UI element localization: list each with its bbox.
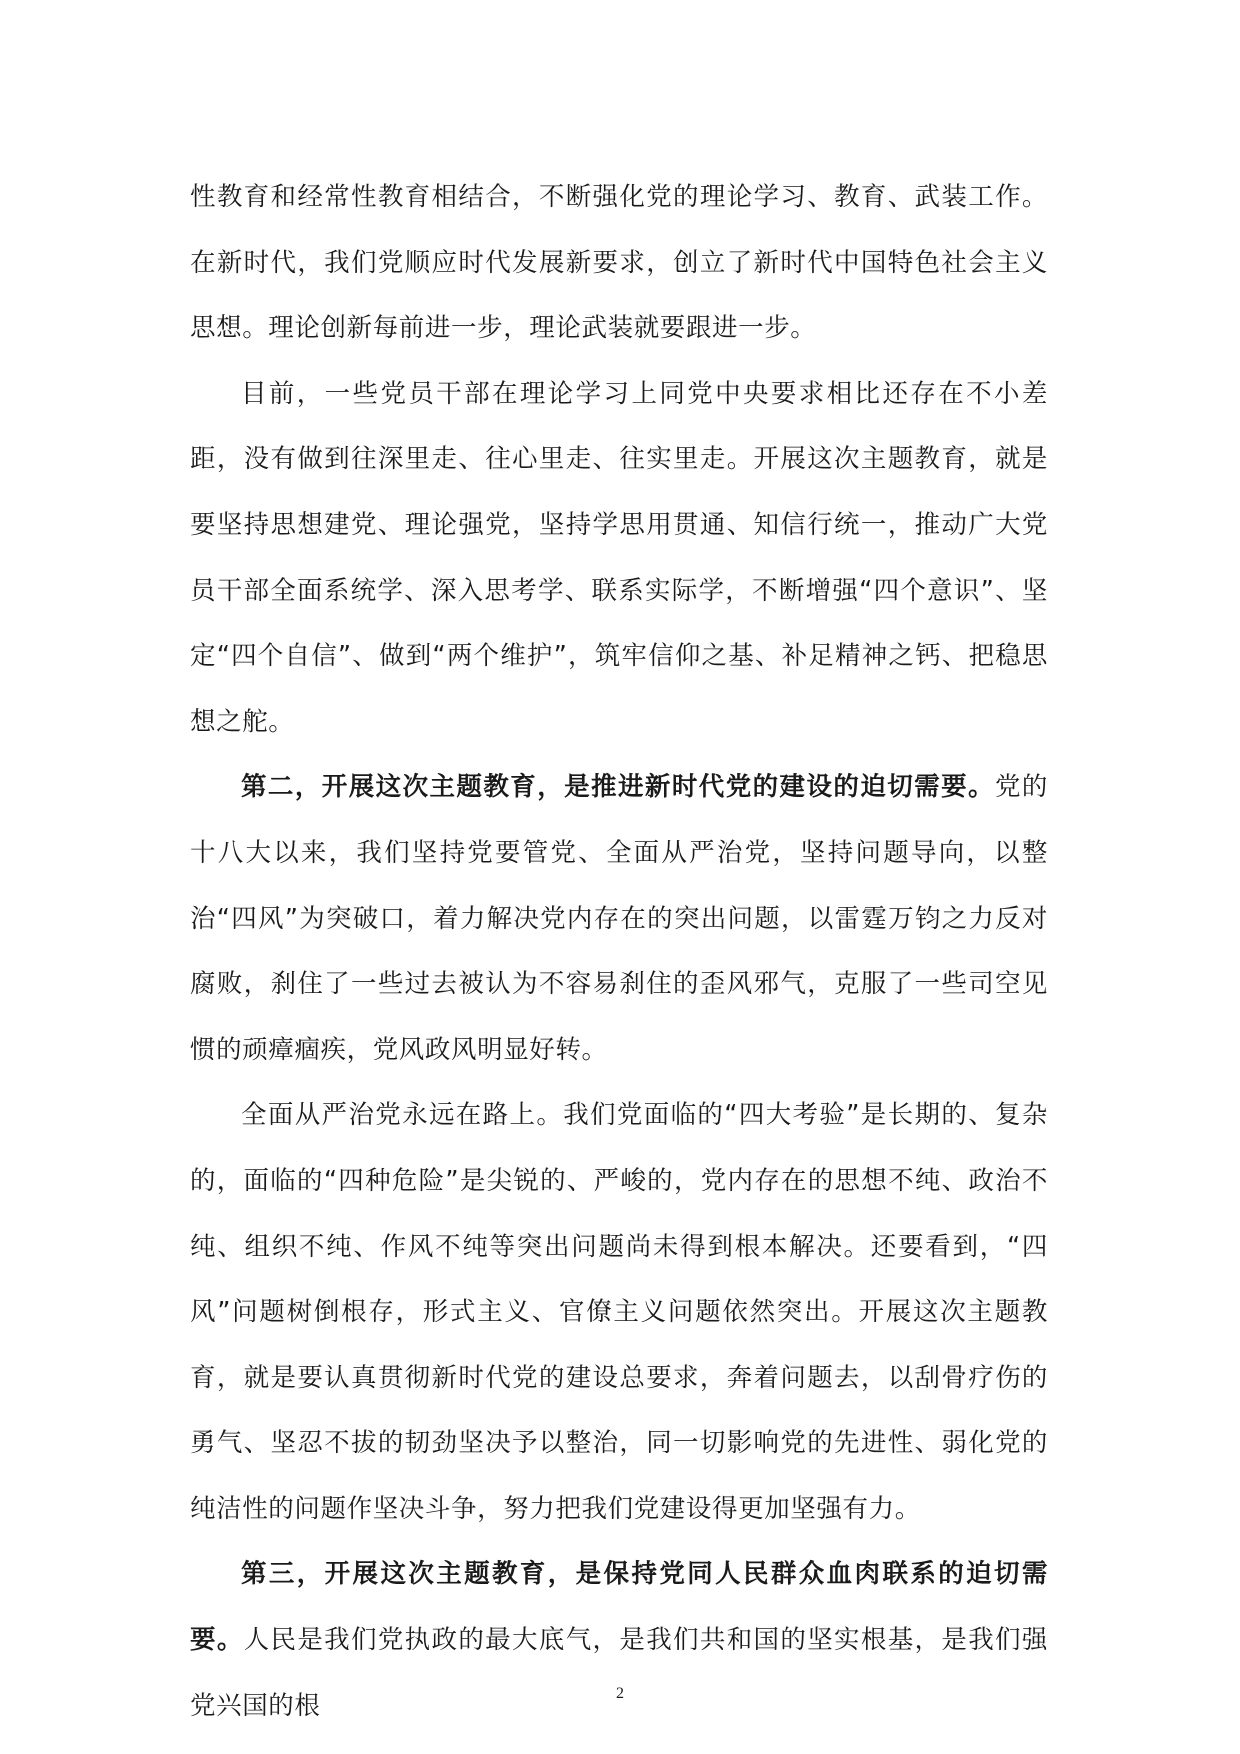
paragraph-text: 性教育和经常性教育相结合，不断强化党的理论学习、教育、武装工作。在新时代，我们党顺应时代发展新要求，创立了新时代中国特色社会主义思想。理论创新每前进一步，理论武装就要跟进一步。 <box>190 182 1048 344</box>
paragraph-lead-heading: 第二，开展这次主题教育，是推进新时代党的建设的迫切需要。 <box>241 772 995 803</box>
body-text <box>190 165 1048 1739</box>
paragraph-text: 人民是我们党执政的最大底气，是我们共和国的坚实根基，是我们强党兴国的根 <box>190 1625 1048 1721</box>
paragraph-text: 党的十八大以来，我们坚持党要管党、全面从严治党，坚持问题导向，以整治“四风”为突破口，着力解决党内存在的突出问题，以雷霆万钧之力反对腐败，刹住了一些过去被认为不容易刹住的歪风邪气，克服了一些司空见惯的顽瘴痼疾，党风政风明显好转。 <box>190 772 1048 1065</box>
paragraph-point-three <box>190 1542 1048 1739</box>
paragraph-point-two <box>190 755 1048 1083</box>
paragraph-continuation <box>190 165 1048 362</box>
paragraph-text: 目前，一些党员干部在理论学习上同党中央要求相比还存在不小差距，没有做到往深里走、往心里走、往实里走。开展这次主题教育，就是要坚持思想建党、理论强党，坚持学思用贯通、知信行统一，推动广大党员干部全面系统学、深入思考学、联系实际学，不断增强“四个意识”、坚定“四个自信”、做到“两个维护”，筑牢信仰之基、补足精神之钙、把稳思想之舵。 <box>190 378 1048 737</box>
paragraph <box>190 1083 1048 1542</box>
page-number: 2 <box>616 1685 624 1702</box>
paragraph <box>190 362 1048 756</box>
paragraph-text: 全面从严治党永远在路上。我们党面临的“四大考验”是长期的、复杂的，面临的“四种危险”是尖锐的、严峻的，党内存在的思想不纯、政治不纯、组织不纯、作风不纯等突出问题尚未得到根本解决。还要看到，“四风”问题树倒根存，形式主义、官僚主义问题依然突出。开展这次主题教育，就是要认真贯彻新时代党的建设总要求，奔着问题去，以刮骨疗伤的勇气、坚忍不拔的韧劲坚决予以整治，同一切影响党的先进性、弱化党的纯洁性的问题作坚决斗争，努力把我们党建设得更加坚强有力。 <box>190 1100 1048 1524</box>
paragraph-lead-heading: 第三，开展这次主题教育，是保持党同人民群众血肉联系的迫切需要。 <box>190 1559 1048 1656</box>
